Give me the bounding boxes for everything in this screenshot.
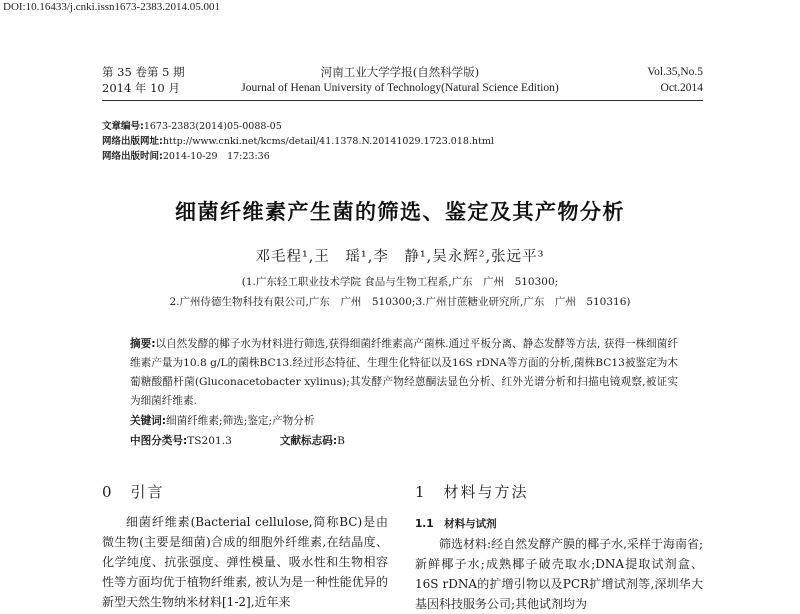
doc-code-value: B bbox=[337, 435, 345, 447]
materials-paragraph: 筛选材料:经自然发酵产膜的椰子水,采样于海南省;新鲜椰子水;成熟椰子破壳取水;DNA提取试剂盒、16S rDNA的扩增引物以及PCR扩增试剂等,深圳华大基因科技服务公司;其他试剂均为 bbox=[415, 537, 703, 611]
online-time bbox=[102, 149, 494, 164]
header-right bbox=[647, 64, 703, 96]
date-en: Oct.2014 bbox=[660, 82, 703, 94]
online-url-label: 网络出版网址: bbox=[102, 136, 163, 147]
header-left bbox=[102, 64, 185, 96]
affiliation-1: (1.广东轻工职业技术学院 食品与生物工程系,广东 广州 510300; bbox=[241, 276, 559, 288]
section-heading-introduction: 0 引言 bbox=[102, 483, 165, 501]
keywords-label: 关键词: bbox=[130, 415, 167, 427]
date-cn: 2014 年 10 月 bbox=[102, 81, 180, 95]
doc-code-label: 文献标志码: bbox=[279, 435, 338, 447]
online-time-value: 2014-10-29 17:23:36 bbox=[162, 151, 270, 162]
abstract-text: 以自然发酵的椰子水为材料进行筛选,获得细菌纤维素高产菌株.通过平板分离、静态发酵等方法, 获得一株细菌纤维素产量为10.8 g/L的菌株BC13.经过形态特征、生理生化特征以及16S rDNA等方面的分析,菌株BC13被鉴定为木葡糖酸醋杆菌(Gluconacetobacter xylinus);其发酵产物经蒽酮法显色分析、红外光谱分析和扫描电镜观察,被证实为细菌纤维素. bbox=[130, 338, 678, 407]
article-number bbox=[102, 119, 494, 134]
article-number-value: 1673-2383(2014)05-0088-05 bbox=[143, 121, 282, 132]
clc-value: TS201.3 bbox=[187, 435, 232, 447]
journal-cn: 河南工业大学学报(自然科学版) bbox=[320, 65, 480, 79]
abstract bbox=[130, 335, 678, 411]
online-url bbox=[102, 134, 494, 149]
journal-en: Journal of Henan University of Technology(Natural Science Edition) bbox=[241, 82, 559, 94]
volume-en: Vol.35,No.5 bbox=[647, 66, 703, 78]
classification bbox=[130, 433, 345, 448]
paper-title: 细菌纤维素产生菌的筛选、鉴定及其产物分析 bbox=[175, 200, 625, 224]
keywords bbox=[130, 413, 314, 428]
doi-line: DOI:10.16433/j.cnki.issn1673-2383.2014.05.001 bbox=[3, 1, 220, 13]
article-meta bbox=[102, 119, 494, 164]
introduction-paragraph: 细菌纤维素(Bacterial cellulose,简称BC)是由微生物(主要是细菌)合成的细胞外纤维素,在结晶度、化学纯度、抗张强度、弹性模量、吸水性和生物相容性等方面均优于植物纤维素, 被认为是一种性能优异的新型天然生物纳米材料[1-2],近年来 bbox=[102, 515, 388, 609]
section-heading-materials: 1 材料与方法 bbox=[415, 483, 529, 501]
keywords-text: 细菌纤维素;筛选;鉴定;产物分析 bbox=[166, 415, 315, 427]
online-url-link[interactable]: http://www.cnki.net/kcms/detail/41.1378.N.20141029.1723.018.html bbox=[162, 136, 494, 147]
article-number-label: 文章编号: bbox=[102, 121, 144, 132]
header-center bbox=[215, 64, 585, 96]
abstract-label: 摘要: bbox=[130, 338, 156, 350]
online-time-label: 网络出版时间: bbox=[102, 151, 163, 162]
volume-cn: 第 35 卷第 5 期 bbox=[102, 65, 185, 79]
subsection-heading-materials: 1.1 材料与试剂 bbox=[415, 518, 497, 530]
header-rule bbox=[102, 100, 703, 101]
authors: 邓毛程¹,王 瑶¹,李 静¹,吴永辉²,张远平³ bbox=[255, 249, 545, 265]
affiliation-2: 2.广州侍德生物科技有限公司,广东 广州 510300;3.广州甘蔗糖业研究所,广东 广州 510316) bbox=[169, 296, 631, 308]
clc-label: 中图分类号: bbox=[130, 435, 188, 447]
